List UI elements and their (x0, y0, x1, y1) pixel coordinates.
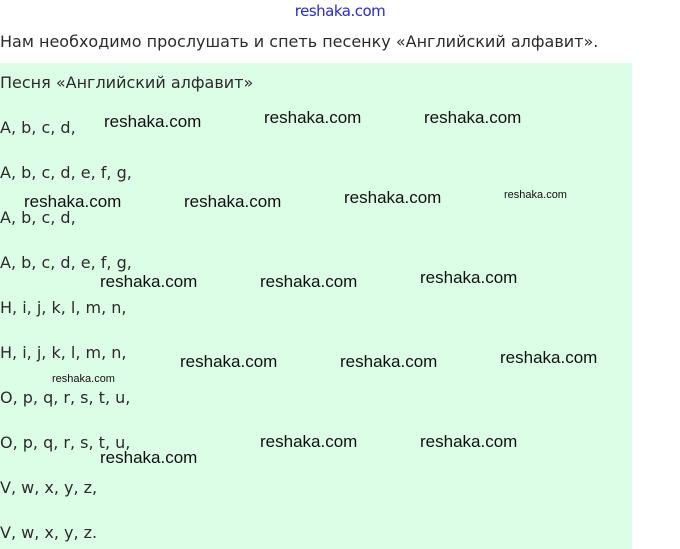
watermark: reshaka.com (260, 272, 358, 291)
song-line: H, i, j, k, l, m, n, (0, 343, 127, 362)
watermark: reshaka.com (24, 192, 122, 211)
watermark: reshaka.com (504, 189, 567, 201)
watermark: reshaka.com (344, 188, 442, 207)
song-line: H, i, j, k, l, m, n, (0, 298, 127, 317)
song-line: A, b, c, d, e, f, g, (0, 253, 132, 272)
watermark: reshaka.com (260, 432, 358, 451)
watermark: reshaka.com (420, 432, 518, 451)
song-line: A, b, c, d, e, f, g, (0, 163, 132, 182)
song-title: Песня «Английский алфавит» (0, 73, 254, 92)
watermark: reshaka.com (500, 348, 598, 367)
watermark: reshaka.com (420, 268, 518, 287)
watermark: reshaka.com (184, 192, 282, 211)
watermark: reshaka.com (104, 112, 202, 131)
watermark: reshaka.com (52, 373, 115, 385)
song-line: V, w, x, y, z. (0, 523, 98, 542)
watermark: reshaka.com (100, 272, 198, 291)
watermark: reshaka.com (264, 108, 362, 127)
song-line: O, p, q, r, s, t, u, (0, 433, 131, 452)
song-line: A, b, c, d, (0, 208, 76, 227)
song-line: O, p, q, r, s, t, u, (0, 388, 131, 407)
watermark: reshaka.com (180, 352, 278, 371)
watermark: reshaka.com (424, 108, 522, 127)
site-header-logo: reshaka.com (294, 2, 386, 20)
watermark: reshaka.com (100, 448, 198, 467)
watermark: reshaka.com (340, 352, 438, 371)
song-line: V, w, x, y, z, (0, 478, 98, 497)
song-line: A, b, c, d, (0, 118, 76, 137)
intro-text: Нам необходимо прослушать и спеть песенку «Английский алфавит». (0, 32, 599, 51)
